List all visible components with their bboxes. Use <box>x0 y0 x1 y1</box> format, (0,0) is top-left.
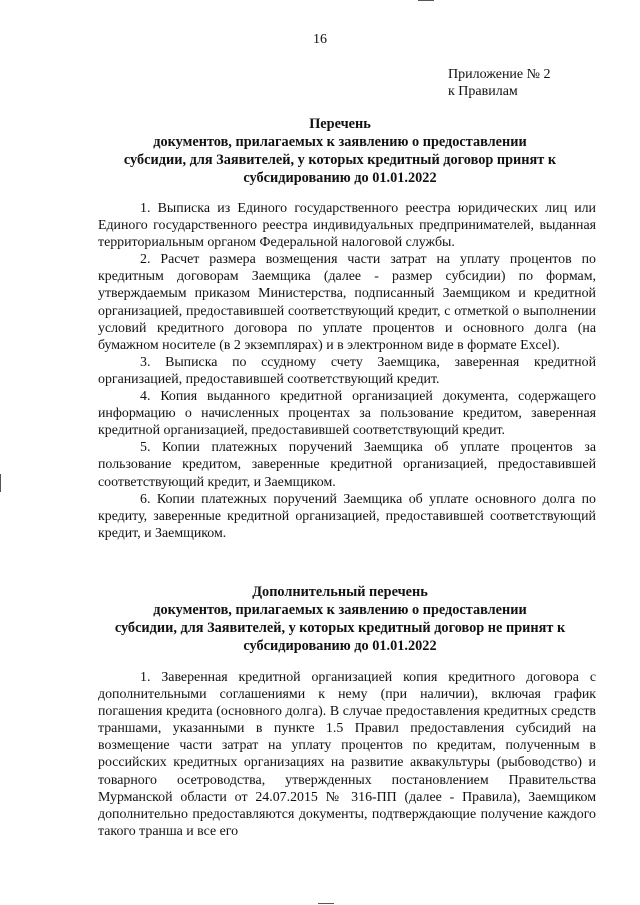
list-1-title-line: субсидии, для Заявителей, у которых кредитный договор принят к <box>123 152 557 168</box>
list-1-item: 2. Расчет размера возмещения части затрат на уплату процентов по кредитным договорам Заемщика (далее - размер субсидии) по формам, утверждаемым приказом Министерства, подписанный Заемщиком и кредитной организацией, предоставившей соответствующий кредит, с отметкой о выполнении условий кредитного договора по уплате процентов и основного долга (на бумажном носителе (в 2 экземплярах) и в электронном виде в формате Excel). <box>98 252 596 353</box>
list-1-item: 6. Копии платежных поручений Заемщика об уплате основного долга по кредиту, заверенные кредитной организацией, предоставившей соответствующий кредит, и Заемщиком. <box>98 491 596 541</box>
list-2-title-line: субсидии, для Заявителей, у которых кредитный договор не принят к <box>114 620 566 636</box>
scan-edge-mark-bottom <box>318 903 334 904</box>
list-1-item: 3. Выписка по ссудному счету Заемщика, заверенная кредитной организацией, предоставившей соответствующий кредит. <box>98 354 596 387</box>
list-2-items <box>98 669 596 840</box>
scan-edge-mark-left <box>0 474 1 492</box>
appendix-line-1: Приложение № 2 <box>448 67 551 82</box>
list-2-title-line: субсидированию до 01.01.2022 <box>243 638 437 654</box>
list-1-title-line: Перечень <box>309 116 371 132</box>
list-1-item: 5. Копии платежных поручений Заемщика об уплате процентов за пользование кредитом, заверенные кредитной организацией, предоставившей соответствующий кредит, и Заемщиком. <box>98 440 596 490</box>
list-1-item: 1. Выписка из Единого государственного реестра юридических лиц или Единого государственного реестра индивидуальных предпринимателей, выданная территориальным органом Федеральной налоговой службы. <box>98 201 596 251</box>
list-2-item: 1. Заверенная кредитной организацией копия кредитного договора с дополнительными соглашениями к нему (при наличии), включая график погашения кредита (основного долга). В случае предоставления кредитных средств траншами, указанными в пункте 1.5 Правил предоставления субсидий на возмещение части затрат на уплату процентов по кредитам, полученным в российских кредитных организациях на развитие аквакультуры (рыбоводство) и товарного осетроводства, утвержденных постановлением Правительства Мурманской области от 24.07.2015 № 316-ПП (далее - Правила), Заемщиком дополнительно предоставляются документы, подтверждающие получение каждого такого транша и все его <box>98 670 596 839</box>
appendix-line-2: к Правилам <box>448 84 518 99</box>
page-number: 16 <box>313 32 327 47</box>
list-1-items <box>98 200 596 542</box>
appendix-reference <box>448 66 551 100</box>
scan-edge-mark-top <box>418 0 434 1</box>
list-1-title-line: документов, прилагаемых к заявлению о предоставлении <box>153 134 527 150</box>
list-1-title <box>90 115 590 187</box>
list-2-title-line: документов, прилагаемых к заявлению о предоставлении <box>153 602 527 618</box>
list-1-item: 4. Копия выданного кредитной организацией документа, содержащего информацию о начисленных процентах за пользование кредитом, заверенная кредитной организацией, предоставившей соответствующий кредит. <box>98 389 596 439</box>
list-2-title-line: Дополнительный перечень <box>252 584 428 600</box>
list-1-title-line: субсидированию до 01.01.2022 <box>243 170 437 186</box>
list-2-title <box>90 583 590 655</box>
